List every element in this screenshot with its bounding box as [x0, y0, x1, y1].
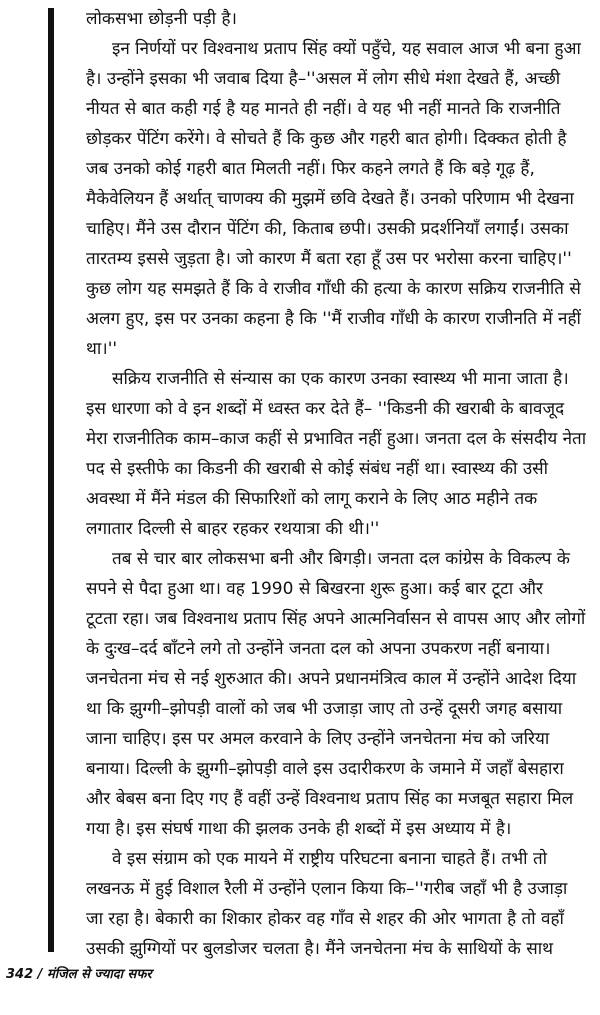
text-line: छोड़कर पेंटिंग करेंगे। वे सोचते हैं कि कुछ और गहरी बात होगी। दिक्कत होती है: [86, 129, 567, 149]
text-line: लखनऊ में हुई विशाल रैली में उन्होंने एलान किया कि–''गरीब जहाँ भी है उजाड़ा: [86, 879, 568, 899]
page-number: 342: [6, 967, 34, 982]
text-line: जा रहा है। बेकारी का शिकार होकर वह गाँव से शहर की ओर भागता है तो वहाँ: [86, 909, 564, 929]
text-line: मैकेवेलियन हैं अर्थात् चाणक्य की मुझमें छवि देखते हैं। उनको परिणाम भी देखना: [86, 189, 574, 209]
text-line: टूटता रहा। जब विश्वनाथ प्रताप सिंह अपने आत्मनिर्वासन से वापस आए और लोगों: [86, 609, 586, 629]
book-title: मंजिल से ज्यादा सफर: [46, 967, 152, 982]
text-line: इन निर्णयों पर विश्वनाथ प्रताप सिंह क्यों पहुँचे, यह सवाल आज भी बना हुआ: [112, 39, 581, 59]
text-line: मेरा राजनीतिक काम–काज कहीं से प्रभावित नहीं हुआ। जनता दल के संसदीय नेता: [86, 429, 586, 449]
text-line: पद से इस्तीफे का किडनी की खराबी से कोई संबंध नहीं था। स्वास्थ्य की उसी: [86, 459, 549, 479]
text-line: अवस्था में मैंने मंडल की सिफारिशों को लागू कराने के लिए आठ महीने तक: [86, 489, 538, 509]
text-line: था कि झुग्गी–झोपड़ी वालों को जब भी उजाड़ा जाए तो उन्हें दूसरी जगह बसाया: [86, 699, 563, 719]
text-line: तब से चार बार लोकसभा बनी और बिगड़ी। जनता दल कांग्रेस के विकल्प के: [112, 549, 570, 569]
text-line: उसकी झुग्गियों पर बुलडोजर चलता है। मैंने जनचेतना मंच के साथियों के साथ: [86, 939, 553, 959]
margin-rule: [48, 8, 54, 952]
text-line: और बेबस बना दिए गए हैं वहीं उन्हें विश्वनाथ प्रताप सिंह का मजबूत सहारा मिल: [86, 789, 574, 809]
text-line: कुछ लोग यह समझते हैं कि वे राजीव गाँधी की हत्या के कारण सक्रिय राजनीति से: [86, 279, 581, 299]
text-line: जब उनको कोई गहरी बात मिलती नहीं। फिर कहने लगते हैं कि बड़े गूढ़ हैं,: [86, 159, 535, 179]
text-line: तारतम्य इससे जुड़ता है। जो कारण मैं बता रहा हूँ उस पर भरोसा करना चाहिए।'': [86, 249, 572, 269]
text-line: जनचेतना मंच से नई शुरुआत की। अपने प्रधानमंत्रित्व काल में उन्होंने आदेश दिया: [86, 669, 577, 689]
text-line: था।'': [86, 339, 118, 359]
text-line: चाहिए। मैंने उस दौरान पेंटिंग की, किताब छपी। उसकी प्रदर्शनियाँ लगाईं। उसका: [86, 219, 569, 239]
text-line: लोकसभा छोड़नी पड़ी है।: [86, 9, 237, 29]
text-line: इस धारणा को वे इन शब्दों में ध्वस्त कर देते हैं– ''किडनी की खराबी के बावजूद: [86, 399, 565, 419]
text-line: अलग हुए, इस पर उनका कहना है कि ''मैं राजीव गाँधी के कारण राजीनति में नहीं: [86, 309, 581, 329]
text-line: सपने से पैदा हुआ था। वह 1990 से बिखरना शुरू हुआ। कई बार टूटा और: [86, 579, 543, 599]
text-line: के दुःख–दर्द बाँटने लगे तो उन्होंने जनता दल को अपना उपकरण नहीं बनाया।: [86, 639, 551, 659]
text-line: नीयत से बात कही गई है यह मानते ही नहीं। वे यह भी नहीं मानते कि राजनीति: [86, 99, 561, 119]
text-line: लगातार दिल्ली से बाहर रहकर रथयात्रा की थी।'': [86, 519, 380, 539]
page-footer: [6, 964, 152, 982]
text-line: है। उन्होंने इसका भी जवाब दिया है–''असल में लोग सीधे मंशा देखते हैं, अच्छी: [86, 69, 561, 89]
text-line: सक्रिय राजनीति से संन्यास का एक कारण उनका स्वास्थ्य भी माना जाता है।: [112, 369, 569, 389]
text-line: वे इस संग्राम को एक मायने में राष्ट्रीय परिघटना बनाना चाहते हैं। तभी तो: [112, 849, 548, 869]
text-line: बनाया। दिल्ली के झुग्गी–झोपड़ी वाले इस उदारीकरण के जमाने में जहाँ बेसहारा: [86, 759, 564, 779]
body-text: [86, 4, 586, 964]
footer-separator: /: [37, 967, 43, 982]
text-line: जाना चाहिए। इस पर अमल करवाने के लिए उन्होंने जनचेतना मंच को जरिया: [86, 729, 550, 749]
text-line: गया है। इस संघर्ष गाथा की झलक उनके ही शब्दों में इस अध्याय में है।: [86, 819, 512, 839]
